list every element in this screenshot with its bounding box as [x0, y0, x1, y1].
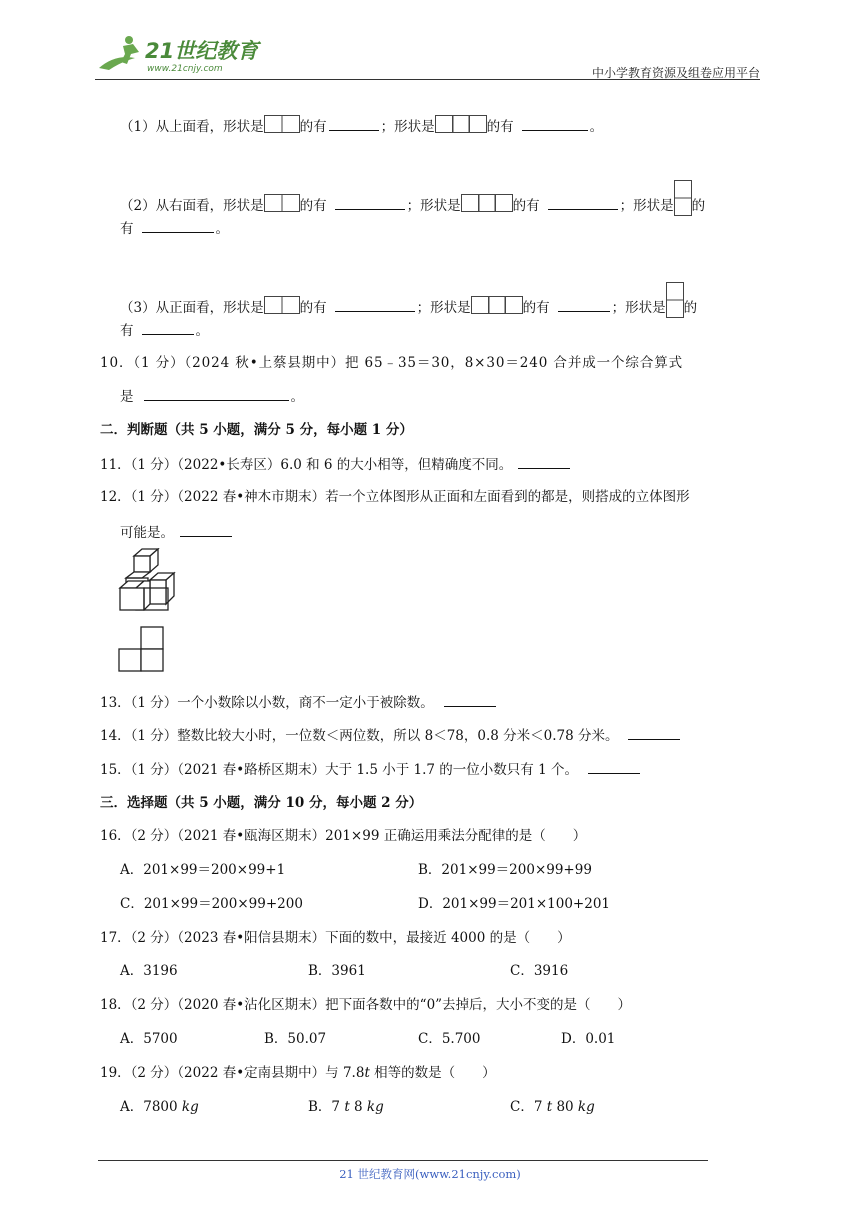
question-14: 14．（1 分）整数比较大小时，一位数＜两位数，所以 8＜78，0.8 分米＜0.78 分米。 [100, 725, 682, 746]
question-12: 12．（1 分）（2022 春•神木市期末）若一个立体图形从正面和左面看到的都是，则搭成的立体图形 [100, 489, 690, 505]
footer-text[interactable]: 21 世纪教育网(www.21cnjy.com) [339, 1167, 521, 1181]
footer-rule [98, 1160, 708, 1161]
question-13: 13．（1 分）一个小数除以小数，商不一定小于被除数。 [100, 692, 498, 713]
answer-blank[interactable] [518, 454, 570, 469]
front-view-figure [118, 626, 166, 674]
answer-blank[interactable] [329, 116, 379, 131]
q18-option-c[interactable]: C．5.700 [418, 1031, 481, 1047]
answer-blank[interactable] [142, 320, 194, 335]
answer-blank[interactable] [142, 218, 214, 233]
question-17: 17．（2 分）（2023 春•阳信县期末）下面的数中，最接近 4000 的是（ ） [100, 930, 571, 946]
question-12-cont: 可能是。 [120, 522, 234, 543]
question-10: 10．（1 分）（2024 秋•上蔡县期中）把 65﹣35＝30，8×30＝240 合并成一个综合算式 [100, 355, 684, 371]
section-3-title: 三．选择题（共 5 小题，满分 10 分，每小题 2 分） [100, 795, 423, 811]
answer-blank[interactable] [335, 195, 405, 210]
question-19: 19．（2 分）（2022 春•定南县期中）与 7.8t 相等的数是（ ） [100, 1065, 496, 1081]
shape-3-square [435, 115, 487, 133]
q18-option-a[interactable]: A．5700 [120, 1031, 178, 1047]
shape-vertical-2-square [674, 180, 692, 216]
answer-blank[interactable] [558, 297, 610, 312]
shape-2-square [264, 115, 300, 133]
q17-option-c[interactable]: C．3916 [510, 963, 569, 979]
answer-blank[interactable] [628, 725, 680, 740]
shape-2-square [264, 194, 300, 212]
shape-3-square [461, 194, 513, 212]
question-11: 11．（1 分）（2022•长寿区）6.0 和 6 的大小相等，但精确度不同。 [100, 454, 572, 475]
q9-part2-cont: 有 。 [120, 218, 229, 239]
q16-option-d[interactable]: D．201×99＝201×100+201 [418, 896, 611, 912]
page-header [95, 30, 760, 78]
answer-blank[interactable] [444, 692, 496, 707]
q9-part1: （1）从上面看，形状是 的有 ；形状是 的有 。 [120, 115, 603, 137]
answer-blank[interactable] [588, 759, 640, 774]
question-15: 15．（1 分）（2021 春•路桥区期末）大于 1.5 小于 1.7 的一位小数只有 1 个。 [100, 759, 642, 780]
q18-option-b[interactable]: B．50.07 [264, 1031, 327, 1047]
question-10-cont: 是 。 [120, 386, 304, 407]
site-logo [95, 34, 270, 74]
q19-option-c[interactable]: C．7 t 80 kg [510, 1099, 595, 1115]
q17-option-a[interactable]: A．3196 [120, 963, 178, 979]
q16-option-b[interactable]: B．201×99＝200×99+99 [418, 862, 592, 878]
header-rule [95, 79, 760, 80]
q19-option-b[interactable]: B．7 t 8 kg [308, 1099, 384, 1115]
q17-option-b[interactable]: B．3961 [308, 963, 366, 979]
answer-blank[interactable] [335, 297, 415, 312]
shape-vertical-2-square [666, 282, 684, 318]
answer-blank[interactable] [144, 386, 289, 401]
q16-option-a[interactable]: A．201×99＝200×99+1 [120, 862, 286, 878]
q18-option-d[interactable]: D．0.01 [561, 1031, 616, 1047]
q19-option-a[interactable]: A．7800 kg [120, 1099, 199, 1115]
shape-3-square [471, 296, 523, 314]
answer-blank[interactable] [180, 522, 232, 537]
answer-blank[interactable] [522, 116, 588, 131]
section-2-title: 二．判断题（共 5 小题，满分 5 分，每小题 1 分） [100, 422, 413, 438]
answer-blank[interactable] [548, 195, 618, 210]
svg-text:21世纪教育: 21世纪教育 [145, 39, 259, 63]
question-16: 16．（2 分）（2021 春•瓯海区期末）201×99 正确运用乘法分配律的是（ ） [100, 828, 587, 844]
q9-part3: （3）从正面看，形状是 的有 ；形状是 的有 ；形状是 的 [120, 282, 697, 318]
q9-part3-cont: 有 。 [120, 320, 209, 341]
question-18: 18．（2 分）（2020 春•沾化区期末）把下面各数中的“0”去掉后，大小不变的是（ ） [100, 997, 632, 1013]
shape-2-square [264, 296, 300, 314]
platform-name: 中小学教育资源及组卷应用平台 [591, 66, 760, 80]
q9-part2: （2）从右面看，形状是 的有 ；形状是 的有 ；形状是 的 [120, 180, 705, 216]
svg-text:www.21cnjy.com: www.21cnjy.com [147, 64, 223, 74]
q16-option-c[interactable]: C．201×99＝200×99+200 [120, 896, 303, 912]
cube-stack-figure [116, 548, 186, 614]
